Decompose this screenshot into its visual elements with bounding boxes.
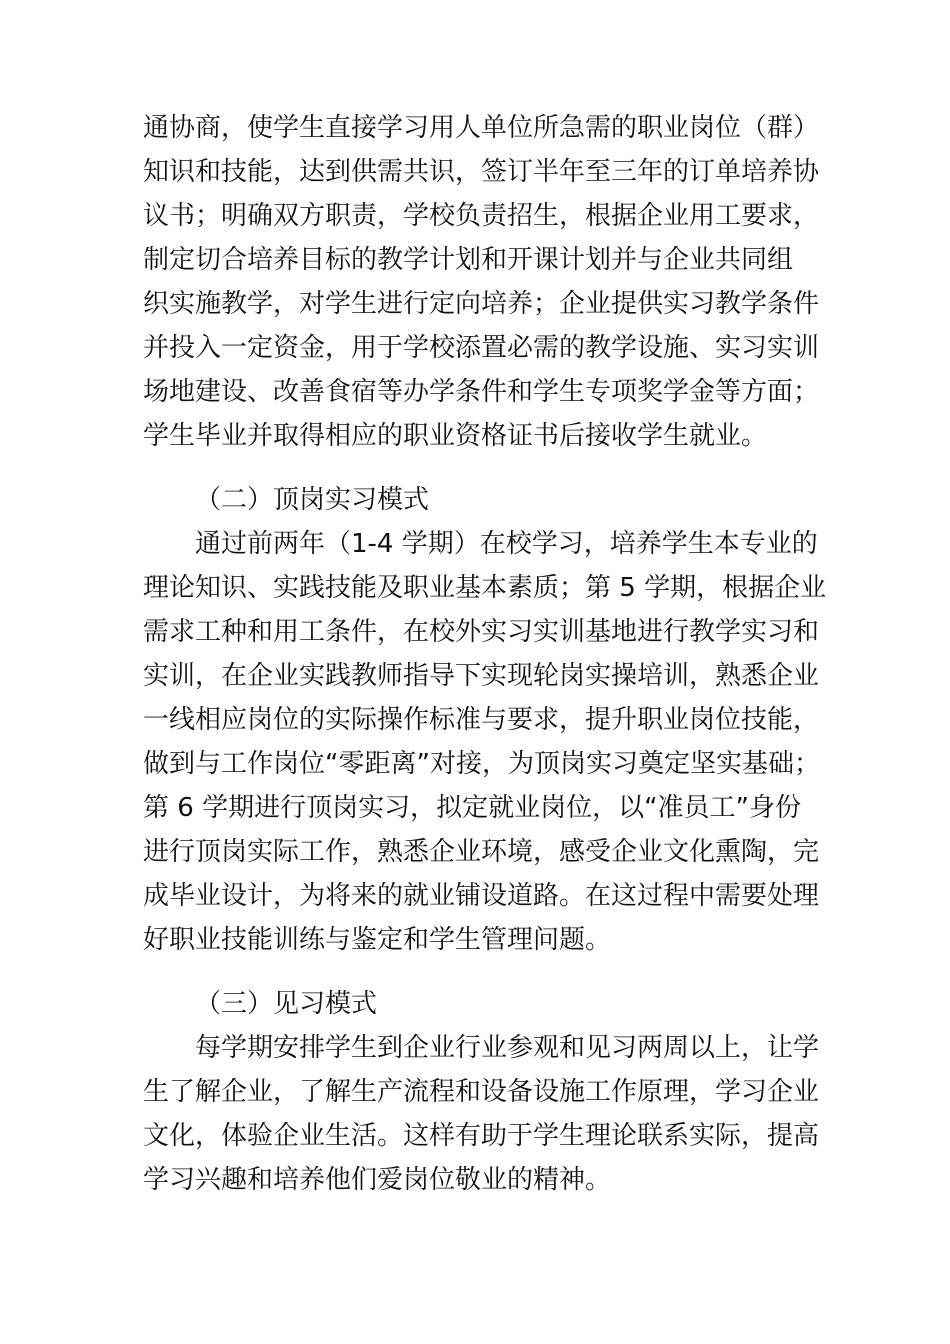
paragraph-line: 知识和技能，达到供需共识，签订半年至三年的订单培养协 bbox=[143, 157, 820, 187]
paragraph-line: 并投入一定资金，用于学校添置必需的教学设施、实习实训 bbox=[143, 333, 820, 363]
paragraph-line: 文化，体验企业生活。这样有助于学生理论联系实际，提高 bbox=[143, 1121, 820, 1151]
paragraph-line: 做到与工作岗位“零距离”对接，为顶岗实习奠定坚实基础； bbox=[143, 749, 820, 779]
paragraph-line: 通协商，使学生直接学习用人单位所急需的职业岗位（群） bbox=[143, 113, 820, 143]
paragraph-line: 生了解企业，了解生产流程和设备设施工作原理，学习企业 bbox=[143, 1077, 820, 1107]
paragraph-line: 学习兴趣和培养他们爱岗位敬业的精神。 bbox=[143, 1165, 612, 1195]
paragraph-line: 好职业技能训练与鉴定和学生管理问题。 bbox=[143, 925, 612, 955]
paragraph-line: 学生毕业并取得相应的职业资格证书后接收学生就业。 bbox=[143, 421, 768, 451]
section-heading: （二）顶岗实习模式 bbox=[195, 485, 430, 515]
paragraph-line: 每学期安排学生到企业行业参观和见习两周以上，让学 bbox=[195, 1033, 820, 1063]
paragraph-line: 通过前两年（1-4 学期）在校学习，培养学生本专业的 bbox=[195, 529, 818, 559]
paragraph-line: 第 6 学期进行顶岗实习，拟定就业岗位，以“准员工”身份 bbox=[143, 793, 802, 823]
paragraph-line: 实训，在企业实践教师指导下实现轮岗实操培训，熟悉企业 bbox=[143, 661, 820, 691]
paragraph-line: 制定切合培养目标的教学计划和开课计划并与企业共同组 bbox=[143, 245, 794, 275]
paragraph-line: 需求工种和用工条件，在校外实习实训基地进行教学实习和 bbox=[143, 617, 820, 647]
paragraph-line: 一线相应岗位的实际操作标准与要求，提升职业岗位技能， bbox=[143, 705, 820, 735]
paragraph-line: 织实施教学，对学生进行定向培养；企业提供实习教学条件 bbox=[143, 289, 820, 319]
paragraph-line: 成毕业设计，为将来的就业铺设道路。在这过程中需要处理 bbox=[143, 881, 820, 911]
paragraph-line: 场地建设、改善食宿等办学条件和学生专项奖学金等方面； bbox=[143, 377, 820, 407]
section-heading: （三）见习模式 bbox=[195, 989, 378, 1019]
paragraph-line: 理论知识、实践技能及职业基本素质；第 5 学期，根据企业 bbox=[143, 573, 827, 603]
paragraph-line: 议书；明确双方职责，学校负责招生，根据企业用工要求， bbox=[143, 201, 820, 231]
paragraph-line: 进行顶岗实际工作，熟悉企业环境，感受企业文化熏陶，完 bbox=[143, 837, 820, 867]
